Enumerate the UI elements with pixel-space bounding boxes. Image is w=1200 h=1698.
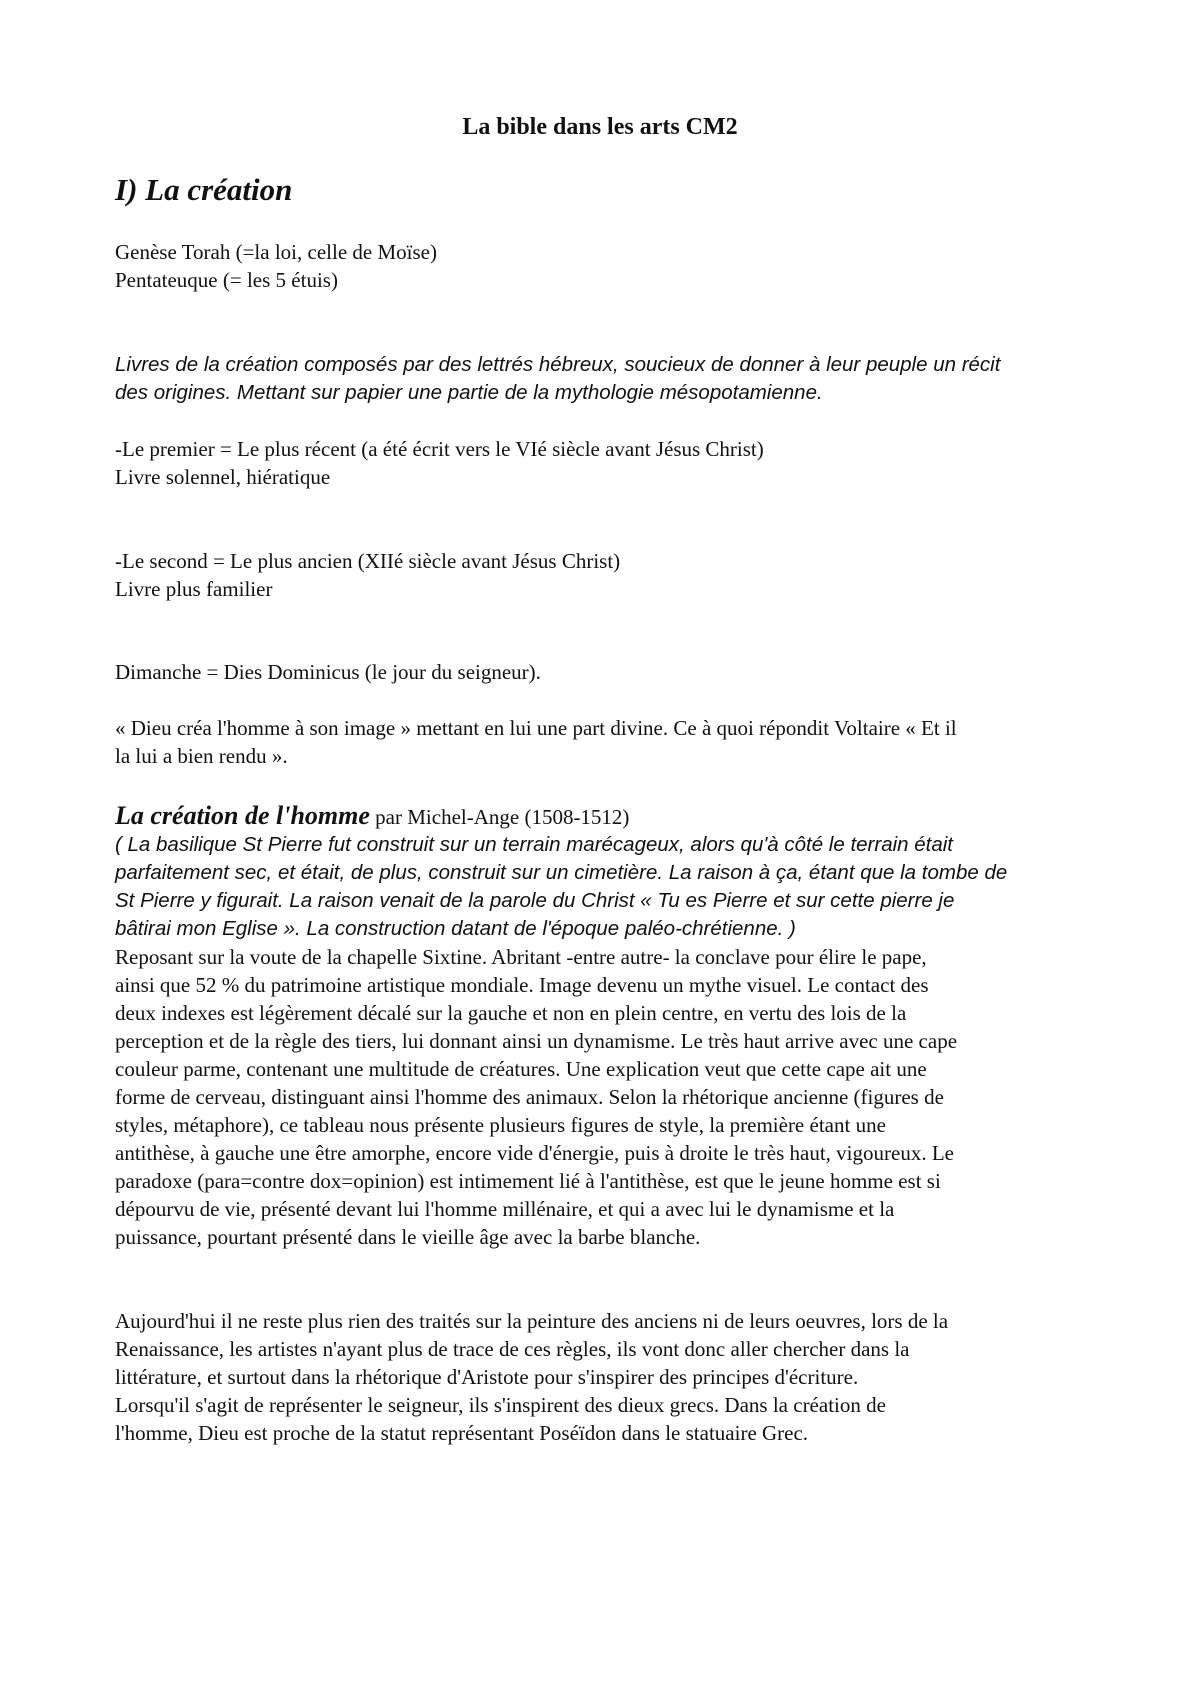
text-line: deux indexes est légèrement décalé sur la gauche et non en plein centre, en vertu des lois de la bbox=[115, 1001, 907, 1025]
text-line: Livre solennel, hiératique bbox=[115, 465, 331, 489]
text-line: Aujourd'hui il ne reste plus rien des traités sur la peinture des anciens ni de leurs oeuvres, lors de la bbox=[115, 1309, 949, 1333]
analysis-paragraph bbox=[115, 943, 1090, 1251]
text-line: « Dieu créa l'homme à son image » mettant en lui une part divine. Ce à quoi répondit Voltaire « Et il bbox=[115, 716, 957, 740]
text-line: Genèse Torah (=la loi, celle de Moïse) bbox=[115, 240, 437, 264]
artwork-author-dates: par Michel-Ange (1508-1512) bbox=[369, 805, 630, 829]
renaissance-paragraph bbox=[115, 1307, 1090, 1447]
text-line: paradoxe (para=contre dox=opinion) est intimement lié à l'antithèse, est que le jeune homme est si bbox=[115, 1169, 941, 1193]
basilica-note-paragraph bbox=[115, 831, 1090, 943]
text-line: la lui a bien rendu ». bbox=[115, 744, 288, 768]
section-heading-creation: I) La création bbox=[115, 172, 293, 207]
text-line: ainsi que 52 % du patrimoine artistique mondiale. Image devenu un mythe visuel. Le contact des bbox=[115, 973, 929, 997]
text-line: -Le premier = Le plus récent (a été écrit vers le VIé siècle avant Jésus Christ) bbox=[115, 437, 764, 461]
text-line: couleur parme, contenant une multitude de créatures. Une explication veut que cette cape ait une bbox=[115, 1057, 927, 1081]
second-book-paragraph bbox=[115, 547, 1090, 603]
text-line: puissance, pourtant présenté dans le vieille âge avec la barbe blanche. bbox=[115, 1225, 701, 1249]
text-line: Dimanche = Dies Dominicus (le jour du seigneur). bbox=[115, 660, 541, 684]
text-line: -Le second = Le plus ancien (XIIé siècle avant Jésus Christ) bbox=[115, 549, 621, 573]
document-title: La bible dans les arts CM2 bbox=[462, 114, 738, 140]
text-line: bâtirai mon Eglise ». La construction datant de l'époque paléo-chrétienne. ) bbox=[115, 917, 796, 940]
text-line: forme de cerveau, distinguant ainsi l'homme des animaux. Selon la rhétorique ancienne (figures de bbox=[115, 1085, 944, 1109]
text-line: l'homme, Dieu est proche de la statut représentant Poséïdon dans le statuaire Grec. bbox=[115, 1421, 809, 1445]
artwork-title: La création de l'homme bbox=[115, 801, 370, 830]
first-book-paragraph bbox=[115, 435, 1090, 491]
section-heading-michelange bbox=[115, 799, 1090, 834]
text-line: perception et de la règle des tiers, lui donnant ainsi un dynamisme. Le très haut arrive avec une cape bbox=[115, 1029, 958, 1053]
text-line: littérature, et surtout dans la rhétorique d'Aristote pour s'inspirer des principes d'écriture. bbox=[115, 1365, 859, 1389]
text-line: parfaitement sec, et était, de plus, construit sur un cimetière. La raison à ça, étant que la tombe de bbox=[115, 861, 1008, 884]
text-line: Livres de la création composés par des lettrés hébreux, soucieux de donner à leur peuple un récit bbox=[115, 353, 1001, 376]
torah-paragraph bbox=[115, 238, 1090, 294]
text-line: dépourvu de vie, présenté devant lui l'homme millénaire, et qui a avec lui le dynamisme et la bbox=[115, 1197, 895, 1221]
text-line: St Pierre y figurait. La raison venait de la parole du Christ « Tu es Pierre et sur cette pierre je bbox=[115, 889, 955, 912]
text-line: ( La basilique St Pierre fut construit sur un terrain marécageux, alors qu'à côté le terrain était bbox=[115, 833, 953, 856]
text-line: des origines. Mettant sur papier une partie de la mythologie mésopotamienne. bbox=[115, 381, 823, 404]
intro-paragraph bbox=[115, 351, 1090, 407]
text-line: Pentateuque (= les 5 étuis) bbox=[115, 268, 338, 292]
dimanche-paragraph bbox=[115, 658, 1090, 686]
voltaire-quote-paragraph bbox=[115, 714, 1090, 770]
text-line: Reposant sur la voute de la chapelle Sixtine. Abritant -entre autre- la conclave pour élire le pape, bbox=[115, 945, 927, 969]
text-line: Lorsqu'il s'agit de représenter le seigneur, ils s'inspirent des dieux grecs. Dans la création de bbox=[115, 1393, 886, 1417]
text-line: styles, métaphore), ce tableau nous présente plusieurs figures de style, la première étant une bbox=[115, 1113, 886, 1137]
text-line: antithèse, à gauche une être amorphe, encore vide d'énergie, puis à droite le très haut, vigoureux. Le bbox=[115, 1141, 954, 1165]
text-line: Renaissance, les artistes n'ayant plus de trace de ces règles, ils vont donc aller chercher dans la bbox=[115, 1337, 910, 1361]
text-line: Livre plus familier bbox=[115, 577, 273, 601]
